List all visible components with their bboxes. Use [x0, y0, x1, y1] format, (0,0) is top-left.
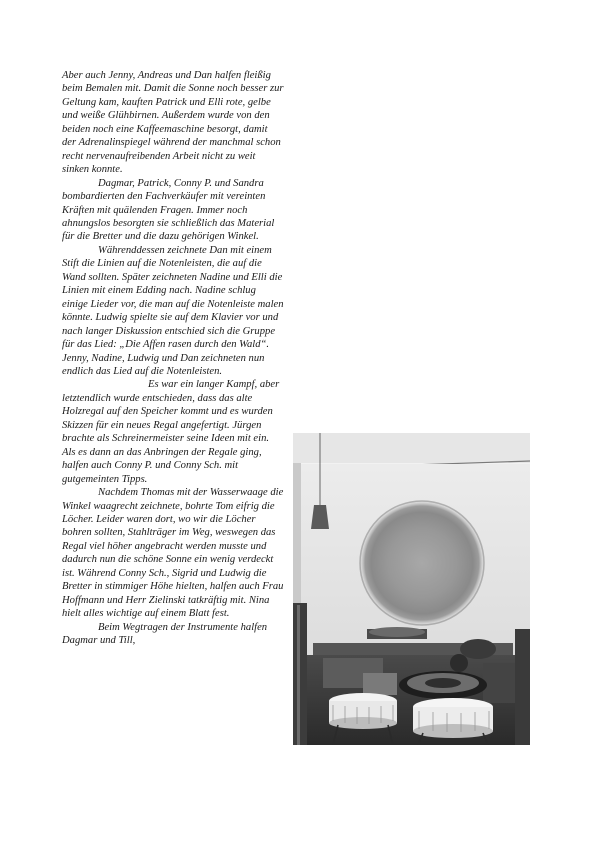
paragraph-drilling: Nachdem Thomas mit der Wasserwaage die Winkel waagrecht zeichnete, bohrte Tom eifrig die Löcher. Leider waren dort, wo wir die Löcher bohren sollten, Stahlträger im Weg, weswegen das Regal viel höher angebracht werden musste und dadurch nun die schöne Sonne ein wenig verdeckt ist. Während Conny Sch., Sigrid und Ludwig die Bretter in stimmiger Höhe hielten, halfen auch Frau Hoffmann und Herr Zielinski tatkräftig mit. Nina hielt alles wichtige auf einem Blatt fest. — [62, 487, 284, 620]
paragraph-music-staff: Währenddessen zeichnete Dan mit einem Stift die Linien auf die Notenleisten, die auf die Wand sollten. Später zeichneten Nadine und Elli die Linien mit einem Edding nach. Nadine schlug einige Lieder vor, die man auf die Notenleiste malen könnte. Ludwig spielte sie auf dem Klavier vor und nach langer Diskussion entschied sich die Gruppe für das Lied: „Die Affen rasen durch den Wald“. Jenny, Nadine, Ludwig und Dan zeichneten nun endlich das Lied auf die Notenleisten. — [62, 244, 284, 377]
room-photo — [293, 433, 530, 745]
paragraph-shelf: Es war ein langer Kampf, aber letztendlich wurde entschieden, dass das alte Holzregal auf den Speicher kommt und es wurden Skizzen für ein neues Regal angefertigt. Jürgen brachte als Schreinermeister seine Ideen mit ein. Als es dann an das Anbringen der Regale ging, halfen auch Conny P. und Conny Sch. mit gutgemeinten Tipps. — [62, 379, 280, 485]
paragraph-painting: Aber auch Jenny, Andreas und Dan halfen fleißig beim Bemalen mit. Damit die Sonne noch besser zur Geltung kam, kauften Patrick und Elli rote, gelbe und weiße Glühbirnen. Außerdem wurde von den beiden noch eine Kaffeemaschine besorgt, damit der Adrenalinspiegel während der manchmal schon recht nervenaufreibenden Arbeit nicht zu weit sinken konnte. — [62, 70, 284, 176]
article-text — [62, 69, 284, 647]
paragraph-material: Dagmar, Patrick, Conny P. und Sandra bombardierten den Fachverkäufer mit vereinten Kräften mit quälenden Fragen. Immer noch ahnungslos besorgten sie schließlich das Material für die Bretter und die dazu gehörigen Winkel. — [62, 177, 275, 243]
photo-room-icon — [293, 433, 530, 745]
paragraph-instruments: Beim Wegtragen der Instrumente halfen Dagmar und Till, — [62, 621, 268, 647]
